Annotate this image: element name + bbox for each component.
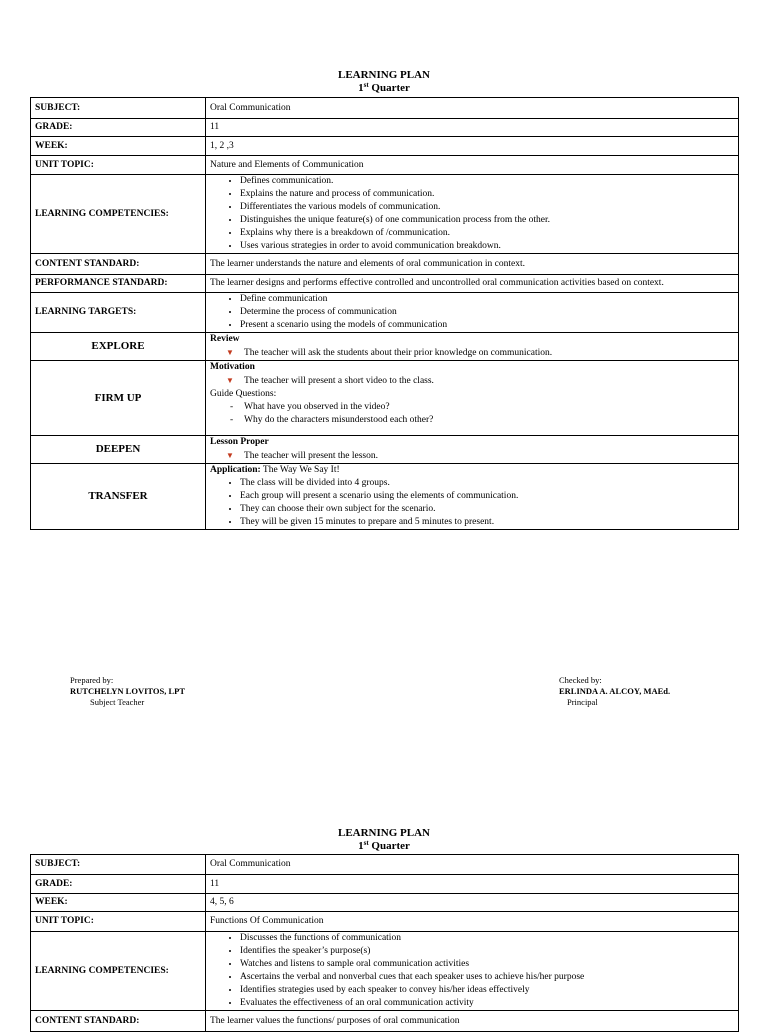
competency-item: • Watches and listens to sample oral communication activities <box>240 958 734 971</box>
competencies-list <box>206 175 739 254</box>
week-row <box>31 137 739 156</box>
competencies-list <box>206 932 739 1011</box>
prepared-by-block <box>70 675 185 708</box>
prepared-by-caption: Prepared by: <box>70 675 114 685</box>
content-standard-row <box>31 254 739 275</box>
competency-item: • Explains why there is a breakdown of /communication. <box>240 227 734 240</box>
content-standard-value: The learner values the functions/ purposes of oral communication <box>206 1011 739 1032</box>
competencies-row <box>31 175 739 254</box>
deepen-content <box>206 436 739 464</box>
performance-standard-row <box>31 275 739 293</box>
competencies-row <box>31 932 739 1011</box>
transfer-item: • The class will be divided into 4 groups. <box>240 477 734 490</box>
prepared-by-name: RUTCHELYN LOVITOS, LPT <box>70 686 186 696</box>
checked-by-caption: Checked by: <box>559 675 602 685</box>
application-heading: Application: <box>210 465 261 475</box>
arrow-bullet-icon: ▼ <box>226 376 234 385</box>
grade-value: 11 <box>206 875 739 894</box>
explore-label: EXPLORE <box>31 333 206 361</box>
plan2-quarter: 1st Quarter <box>358 839 410 852</box>
question-item: - Why do the characters misunderstood each other? <box>230 414 734 427</box>
competency-item: • Ascertains the verbal and nonverbal cues that each speaker uses to achieve his/her purpose <box>240 971 734 984</box>
guide-questions-label: Guide Questions: <box>210 389 277 399</box>
competency-item: • Identifies the speaker’s purpose(s) <box>240 945 734 958</box>
competency-item: • Identifies strategies used by each speaker to convey his/her ideas effectively <box>240 984 734 997</box>
subject-label: SUBJECT: <box>31 855 206 875</box>
checked-by-role: Principal <box>567 697 598 707</box>
week-row <box>31 894 739 912</box>
subject-row <box>31 98 739 119</box>
transfer-item: • They can choose their own subject for the scenario. <box>240 503 734 516</box>
unit-row <box>31 912 739 932</box>
week-value: 1, 2 ,3 <box>206 137 739 156</box>
unit-label: UNIT TOPIC: <box>31 156 206 175</box>
targets-row <box>31 293 739 333</box>
target-item: • Define communication <box>240 293 734 306</box>
lesson-proper-heading: Lesson Proper <box>210 437 269 447</box>
unit-value: Functions Of Communication <box>206 912 739 932</box>
unit-label: UNIT TOPIC: <box>31 912 206 932</box>
subject-value: Oral Communication <box>206 855 739 875</box>
competency-item: • Differentiates the various models of communication. <box>240 201 734 214</box>
plan1-table <box>30 97 739 530</box>
motivation-heading: Motivation <box>210 362 255 372</box>
explore-content <box>206 333 739 361</box>
transfer-label: TRANSFER <box>31 464 206 530</box>
targets-list <box>206 293 739 333</box>
arrow-bullet-icon: ▼ <box>226 451 234 460</box>
unit-row <box>31 156 739 175</box>
competency-item: • Discusses the functions of communication <box>240 932 734 945</box>
subject-label: SUBJECT: <box>31 98 206 119</box>
content-standard-label: CONTENT STANDARD: <box>31 254 206 275</box>
transfer-item: • Each group will present a scenario using the elements of communication. <box>240 490 734 503</box>
grade-row <box>31 119 739 137</box>
deepen-text: The teacher will present the lesson. <box>244 451 379 461</box>
grade-row <box>31 875 739 894</box>
prepared-by-role: Subject Teacher <box>90 697 145 707</box>
competencies-label: LEARNING COMPETENCIES: <box>31 175 206 254</box>
performance-standard-value: The learner designs and performs effective controlled and uncontrolled oral communication activities based on context. <box>206 275 739 293</box>
checked-by-name: ERLINDA A. ALCOY, MAEd. <box>559 686 671 696</box>
firmup-content <box>206 361 739 436</box>
question-item: - What have you observed in the video? <box>230 401 734 414</box>
competency-item: • Explains the nature and process of communication. <box>240 188 734 201</box>
subject-row <box>31 855 739 875</box>
competency-item: • Evaluates the effectiveness of an oral communication activity <box>240 997 734 1010</box>
explore-text: The teacher will ask the students about their prior knowledge on communication. <box>244 348 553 358</box>
performance-standard-label: PERFORMANCE STANDARD: <box>31 275 206 293</box>
application-title: The Way We Say It! <box>262 465 340 475</box>
explore-row <box>31 333 739 361</box>
week-label: WEEK: <box>31 137 206 156</box>
deepen-label: DEEPEN <box>31 436 206 464</box>
week-label: WEEK: <box>31 894 206 912</box>
targets-label: LEARNING TARGETS: <box>31 293 206 333</box>
plan2-table <box>30 854 739 1032</box>
competency-item: • Defines communication. <box>240 175 734 188</box>
arrow-bullet-icon: ▼ <box>226 348 234 357</box>
grade-label: GRADE: <box>31 119 206 137</box>
content-standard-label: CONTENT STANDARD: <box>31 1011 206 1032</box>
subject-value: Oral Communication <box>206 98 739 119</box>
competency-item: • Uses various strategies in order to avoid communication breakdown. <box>240 240 734 253</box>
plan2-title: LEARNING PLAN <box>338 827 430 839</box>
firmup-text: The teacher will present a short video to the class. <box>244 376 434 386</box>
grade-value: 11 <box>206 119 739 137</box>
plan1-title: LEARNING PLAN <box>338 69 430 81</box>
checked-by-block <box>559 675 670 708</box>
firmup-label: FIRM UP <box>31 361 206 436</box>
review-heading: Review <box>210 334 240 344</box>
transfer-row <box>31 464 739 530</box>
deepen-row <box>31 436 739 464</box>
competency-item: • Distinguishes the unique feature(s) of one communication process from the other. <box>240 214 734 227</box>
plan1-quarter: 1st Quarter <box>358 81 410 94</box>
target-item: • Determine the process of communication <box>240 306 734 319</box>
content-standard-row <box>31 1011 739 1032</box>
firmup-row <box>31 361 739 436</box>
grade-label: GRADE: <box>31 875 206 894</box>
week-value: 4, 5, 6 <box>206 894 739 912</box>
unit-value: Nature and Elements of Communication <box>206 156 739 175</box>
competencies-label: LEARNING COMPETENCIES: <box>31 932 206 1011</box>
content-standard-value: The learner understands the nature and elements of oral communication in context. <box>206 254 739 275</box>
target-item: • Present a scenario using the models of communication <box>240 319 734 332</box>
transfer-item: • They will be given 15 minutes to prepare and 5 minutes to present. <box>240 516 734 529</box>
transfer-content <box>206 464 739 530</box>
